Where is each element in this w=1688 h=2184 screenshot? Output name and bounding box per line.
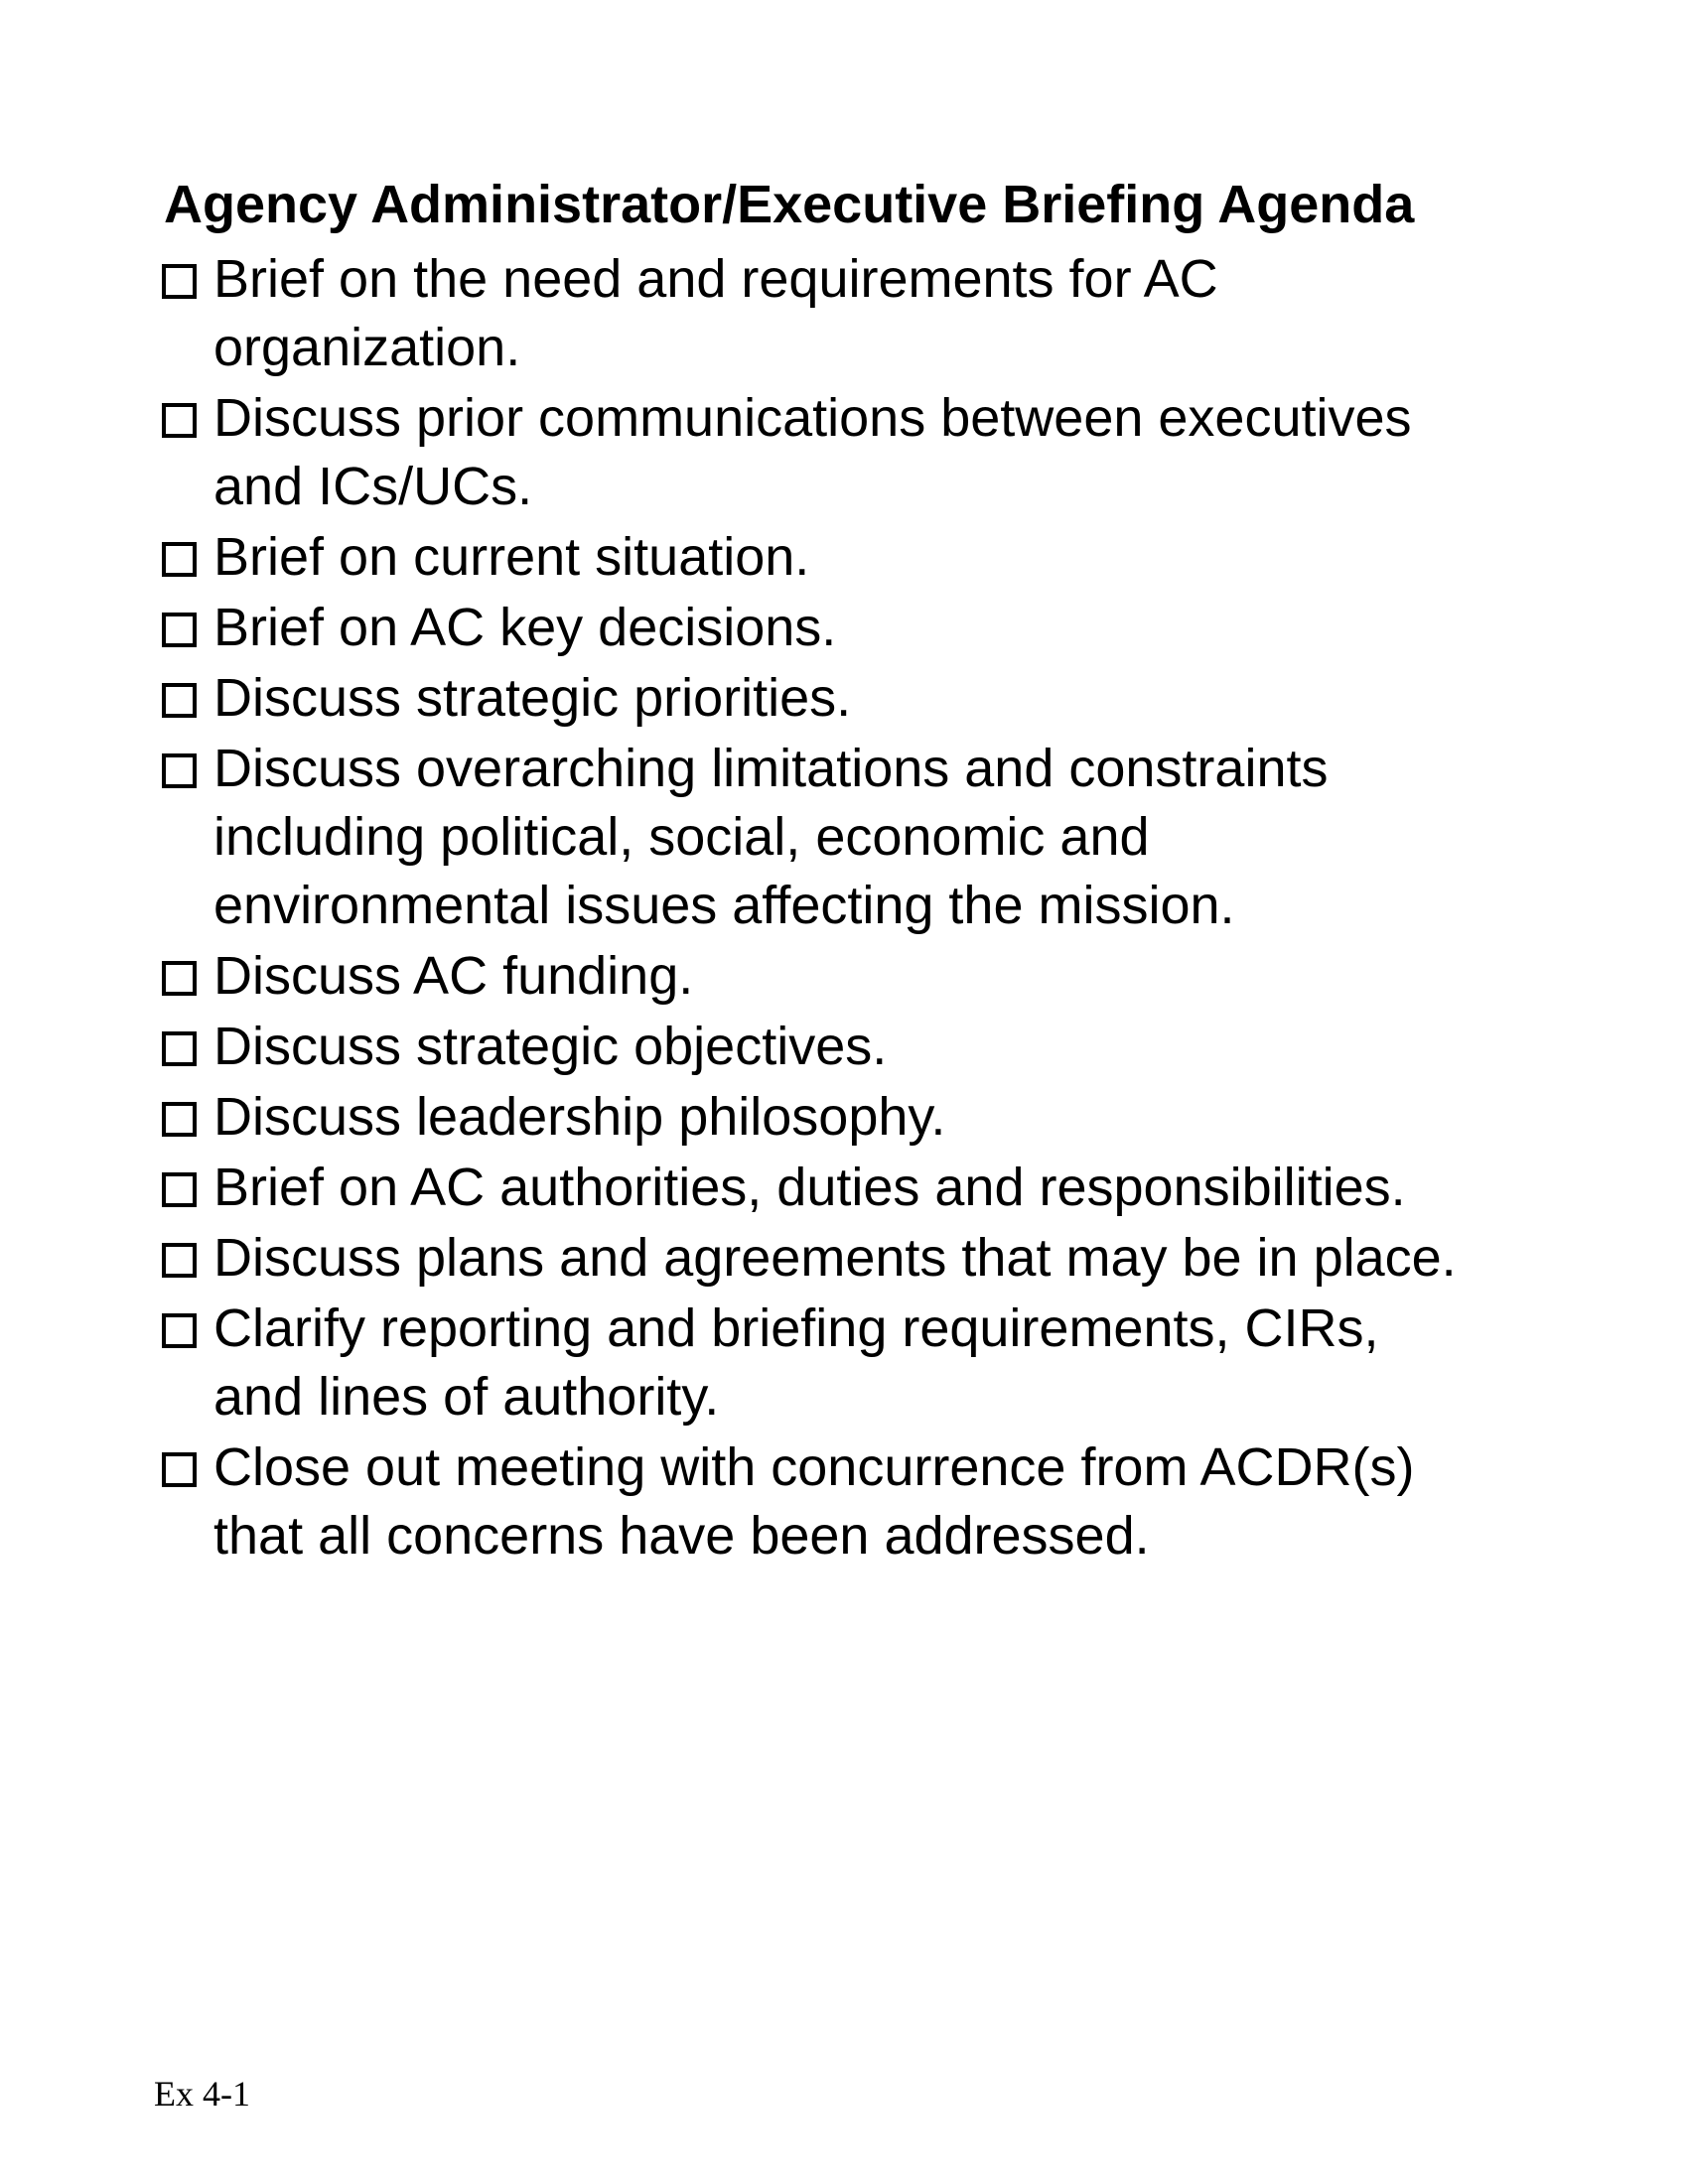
checkbox-unchecked-icon [162,542,197,577]
checkbox-unchecked-icon [162,613,197,647]
checkbox-unchecked-icon [162,1313,197,1348]
checklist-item-text: Discuss AC funding. [213,946,694,1006]
checkbox-unchecked-icon [162,1172,197,1207]
checklist-item [162,384,1475,521]
agenda-checklist [162,245,1475,1570]
exhibit-label: Ex 4-1 [154,2074,250,2114]
checklist-item [162,1433,1475,1570]
checklist-item [162,1295,1475,1432]
checkbox-unchecked-icon [162,1102,197,1137]
checklist-item [162,942,1475,1011]
checkbox-unchecked-icon [162,264,197,299]
checklist-item-text: Discuss leadership philosophy. [213,1087,946,1147]
checklist-item [162,735,1475,940]
checkbox-unchecked-icon [162,1243,197,1278]
checklist-item-text: Brief on AC key decisions. [213,598,837,657]
checkbox-unchecked-icon [162,1031,197,1066]
checkbox-unchecked-icon [162,961,197,996]
checkbox-unchecked-icon [162,753,197,788]
checklist-item-text: Discuss strategic priorities. [213,668,852,728]
checkbox-unchecked-icon [162,683,197,718]
checklist-item-text: Brief on current situation. [213,527,810,587]
checklist-item [162,1013,1475,1081]
checklist-item [162,523,1475,592]
checklist-item-text: Discuss plans and agreements that may be in place. [213,1228,1457,1288]
checklist-item-text: Clarify reporting and briefing requirements, CIRs, and lines of authority. [213,1298,1379,1427]
checklist-item-text: Discuss overarching limitations and constraints including political, social, economic and environmental issues affecting the mission. [213,739,1329,935]
checklist-item [162,594,1475,662]
checkbox-unchecked-icon [162,403,197,438]
checklist-item-text: Brief on the need and requirements for AC organization. [213,249,1218,377]
checklist-item-text: Discuss prior communications between executives and ICs/UCs. [213,388,1412,516]
checklist-item [162,1083,1475,1152]
document-content [162,171,1475,1572]
checkbox-unchecked-icon [162,1452,197,1487]
checklist-item [162,1154,1475,1222]
checklist-item [162,245,1475,382]
page-title: Agency Administrator/Executive Briefing Agenda [164,175,1415,234]
checklist-item-text: Discuss strategic objectives. [213,1017,888,1076]
checklist-item-text: Brief on AC authorities, duties and responsibilities. [213,1158,1406,1217]
checklist-item [162,1224,1475,1293]
checklist-item-text: Close out meeting with concurrence from ACDR(s) that all concerns have been addressed. [213,1437,1415,1566]
checklist-item [162,664,1475,733]
